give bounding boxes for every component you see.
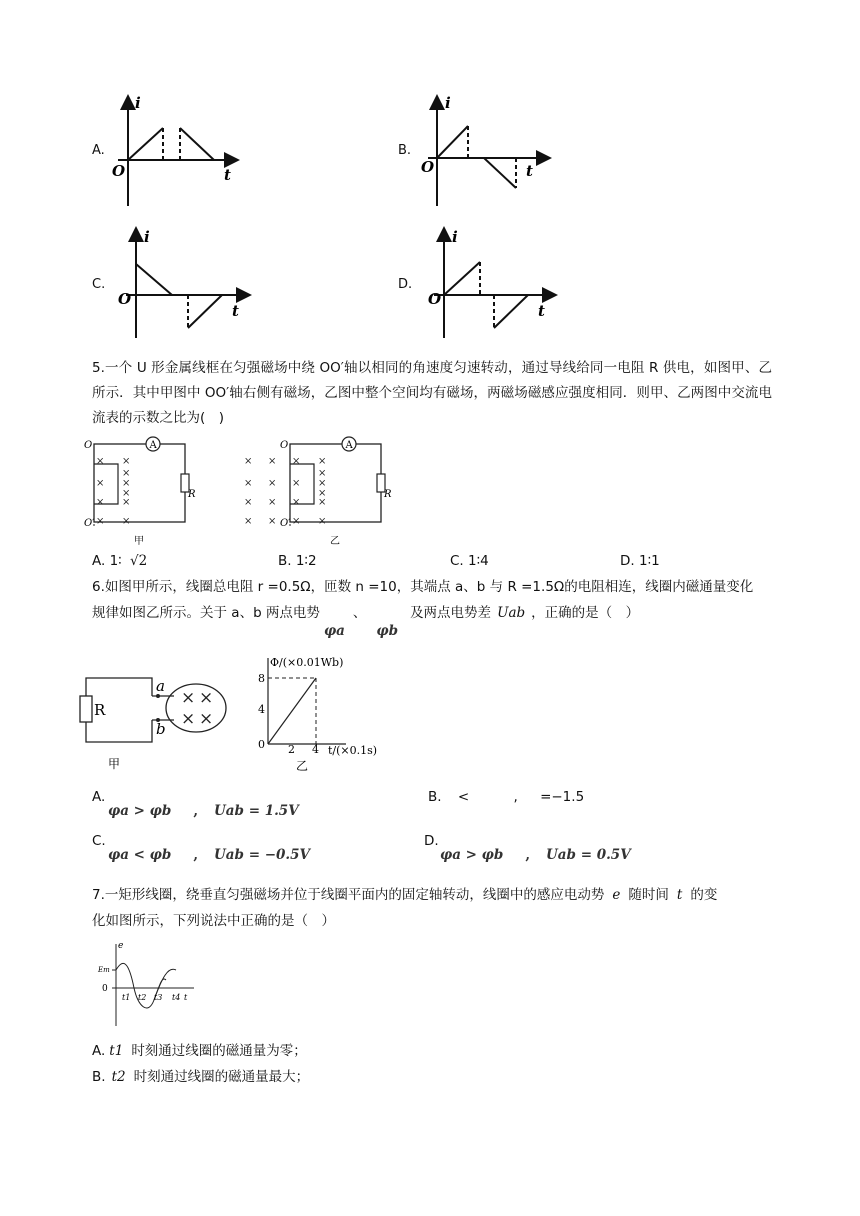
svg-text:×: × xyxy=(318,516,327,527)
q7-option-a-text: 时刻通过线圈的磁通量为零； xyxy=(131,1043,307,1059)
svg-text:×: × xyxy=(268,456,277,467)
q5a-caption: 甲 xyxy=(134,536,144,546)
q4b-o: O xyxy=(421,158,435,176)
q5-option-a-text: A. 1∶ xyxy=(92,553,122,569)
q7g-t4: t4 xyxy=(172,993,181,1002)
q7-stem-part-c: 的变 xyxy=(690,887,718,903)
q5-option-c: C. 1∶4 xyxy=(450,553,489,569)
svg-text:×: × xyxy=(292,497,301,508)
q6a-r: R xyxy=(94,701,106,719)
q6-figure-yi xyxy=(250,650,400,774)
q5-figure-yi xyxy=(240,434,400,546)
svg-text:×: × xyxy=(122,497,131,508)
q5b-r: R xyxy=(384,489,392,500)
q4-graph-d xyxy=(424,224,564,342)
q6-option-a-label: A. xyxy=(92,789,106,805)
q7-option-a-var: t1 xyxy=(109,1043,124,1059)
svg-text:×: × xyxy=(268,516,277,527)
q6-phi-b: φb xyxy=(376,623,399,639)
q7g-t3: t3 xyxy=(154,993,163,1002)
q7-option-b-var: t2 xyxy=(111,1069,126,1085)
q6-option-b-value: =−1.5 xyxy=(540,789,585,805)
svg-text:×: × xyxy=(268,497,277,508)
svg-text:×: × xyxy=(96,456,105,467)
svg-text:×: × xyxy=(268,478,277,489)
q6-option-a-expr2: Uab = 1.5V xyxy=(214,803,299,819)
q6-option-c xyxy=(108,844,310,866)
q5-option-a xyxy=(92,550,147,572)
q7-option-b-text: 时刻通过线圈的磁通量最大； xyxy=(133,1069,310,1085)
q6-option-c-comma: , xyxy=(193,847,199,863)
svg-text:×: × xyxy=(96,516,105,527)
svg-text:×: × xyxy=(122,488,131,499)
svg-text:×: × xyxy=(318,488,327,499)
q7g-zero: 0 xyxy=(102,984,108,994)
q6-option-b-comma: , xyxy=(513,789,518,805)
q4c-o: O xyxy=(118,290,132,308)
q6b-caption: 乙 xyxy=(296,759,309,773)
q4-option-b-label: B. xyxy=(398,143,412,158)
q7-option-a xyxy=(92,1040,307,1062)
q7-option-b-label: B. xyxy=(92,1069,106,1085)
svg-text:×: × xyxy=(199,709,214,729)
q7g-t1: t1 xyxy=(122,993,131,1002)
q6-option-d-comma: , xyxy=(525,847,531,863)
q7-stem-part-a: 7.一矩形线圈，绕垂直匀强磁场并位于线圈平面内的固定轴转动，线圈中的感应电动势 xyxy=(92,887,605,903)
q5-option-b: B. 1∶2 xyxy=(278,553,317,569)
svg-text:×: × xyxy=(318,478,327,489)
svg-text:×: × xyxy=(122,468,131,479)
q7-option-a-label: A. xyxy=(92,1043,106,1059)
q7g-e: e xyxy=(118,941,124,951)
svg-text:×: × xyxy=(181,688,196,708)
q4b-i: i xyxy=(445,94,451,112)
q4a-i: i xyxy=(135,94,141,112)
q6b-ytick-0: 0 xyxy=(258,738,265,751)
q6-option-a-expr1: φa > φb xyxy=(108,803,172,819)
q6b-ytick-4: 4 xyxy=(258,703,265,716)
q5-figure-jia xyxy=(82,434,202,546)
q4d-i: i xyxy=(452,228,458,246)
q4b-t: t xyxy=(526,162,533,180)
q6-stem-part-c: ，正确的是（ ） xyxy=(531,605,640,621)
q7-stem-line1 xyxy=(92,884,717,906)
svg-text:×: × xyxy=(122,516,131,527)
svg-text:×: × xyxy=(96,478,105,489)
q7-stem-line2: 化如图所示，下列说法中正确的是（ ） xyxy=(92,913,335,929)
q6b-xlabel: t/(×0.1s) xyxy=(328,744,378,757)
q7-stem-e: e xyxy=(612,887,621,903)
q4c-t: t xyxy=(232,302,239,320)
q6-option-c-label: C. xyxy=(92,833,106,849)
svg-text:×: × xyxy=(318,456,327,467)
q6-option-d-expr1: φa > φb xyxy=(440,847,504,863)
q7g-t: t xyxy=(184,993,188,1002)
svg-text:×: × xyxy=(199,688,214,708)
q5b-o: O xyxy=(280,440,289,451)
q6a-caption: 甲 xyxy=(108,757,121,771)
svg-text:×: × xyxy=(244,456,253,467)
q5a-r: R xyxy=(188,489,196,500)
svg-text:×: × xyxy=(318,468,327,479)
q4-graph-c xyxy=(114,224,254,342)
q7-option-b xyxy=(92,1066,309,1088)
q7-stem-t: t xyxy=(676,887,683,903)
svg-text:×: × xyxy=(244,497,253,508)
q6-stem-line1: 6.如图甲所示，线圈总电阻 r =0.5Ω，匝数 n =10，其端点 a、b 与 R =1.5Ω的电阻相连，线圈内磁通量变化 xyxy=(92,579,754,595)
q6-option-c-expr2: Uab = −0.5V xyxy=(214,847,310,863)
q5-stem: 5.一个 U 形金属线框在匀强磁场中绕 OO′轴以相同的角速度匀速转动，通过导线给同一电阻 R 供电，如图甲、乙所示．其中甲图中 OO′轴右侧有磁场，乙图中整个空间均有磁场，两磁场磁感应强度相同．则甲、乙两图中交流电流表的示数之比为( ) xyxy=(92,360,772,426)
svg-text:×: × xyxy=(244,478,253,489)
q6-option-b xyxy=(428,786,584,808)
q7-stem-part-b: 随时间 xyxy=(628,887,669,903)
q5a-o2: O′ xyxy=(84,518,95,529)
svg-text:×: × xyxy=(96,497,105,508)
q7g-em: Em xyxy=(98,966,110,974)
q5a-ammeter: A xyxy=(149,440,157,451)
q6-option-d-expr2: Uab = 0.5V xyxy=(546,847,631,863)
svg-text:×: × xyxy=(292,478,301,489)
q6b-xtick-4: 4 xyxy=(312,743,319,756)
svg-text:×: × xyxy=(318,497,327,508)
q6-uab: Uab xyxy=(497,605,526,621)
q4a-o: O xyxy=(112,162,126,180)
q6b-ylabel: Φ/(×0.01Wb) xyxy=(270,656,344,669)
q4-graph-b xyxy=(420,92,560,210)
q6-option-d xyxy=(440,844,631,866)
q4-option-a-label: A. xyxy=(92,143,105,158)
svg-text:×: × xyxy=(292,516,301,527)
q4-graph-a xyxy=(108,92,248,210)
q6-option-c-expr1: φa < φb xyxy=(108,847,172,863)
q5-option-a-math: √2 xyxy=(129,553,148,569)
q6-stem-part-a: 规律如图乙所示。关于 a、b 两点电势 xyxy=(92,605,320,621)
q7-graph xyxy=(96,938,206,1030)
q4-option-d-label: D. xyxy=(398,277,413,292)
q4-option-c-label: C. xyxy=(92,277,106,292)
q6-option-b-label: B. xyxy=(428,789,442,805)
svg-text:×: × xyxy=(122,456,131,467)
q6-option-d-label: D. xyxy=(424,833,439,849)
q6b-xtick-2: 2 xyxy=(288,743,295,756)
q5b-o2: O′ xyxy=(280,518,291,529)
q6-option-a xyxy=(108,800,299,822)
svg-text:×: × xyxy=(244,516,253,527)
q6-stem-line2 xyxy=(92,602,640,639)
q5b-ammeter: A xyxy=(345,440,353,451)
q7g-t2: t2 xyxy=(138,993,147,1002)
q4c-i: i xyxy=(144,228,150,246)
q6-option-a-comma: , xyxy=(193,803,199,819)
q6a-term-b: b xyxy=(156,720,166,738)
q6b-ytick-8: 8 xyxy=(258,672,265,685)
q5b-caption: 乙 xyxy=(330,536,340,546)
q6-stem-sep: 、 xyxy=(352,605,367,621)
q6-figure-jia xyxy=(70,662,240,774)
q4d-t: t xyxy=(538,302,545,320)
svg-text:×: × xyxy=(181,709,196,729)
q5a-o: O xyxy=(84,440,93,451)
q6-stem-part-b: 及两点电势差 xyxy=(410,605,492,621)
q4d-o: O xyxy=(428,290,442,308)
q6a-term-a: a xyxy=(156,677,165,695)
svg-text:×: × xyxy=(292,456,301,467)
q6-option-b-lt: < xyxy=(457,789,470,805)
svg-text:×: × xyxy=(122,478,131,489)
q5-option-d: D. 1∶1 xyxy=(620,553,660,569)
q4a-t: t xyxy=(224,166,231,184)
q6-phi-a: φa xyxy=(323,623,345,639)
